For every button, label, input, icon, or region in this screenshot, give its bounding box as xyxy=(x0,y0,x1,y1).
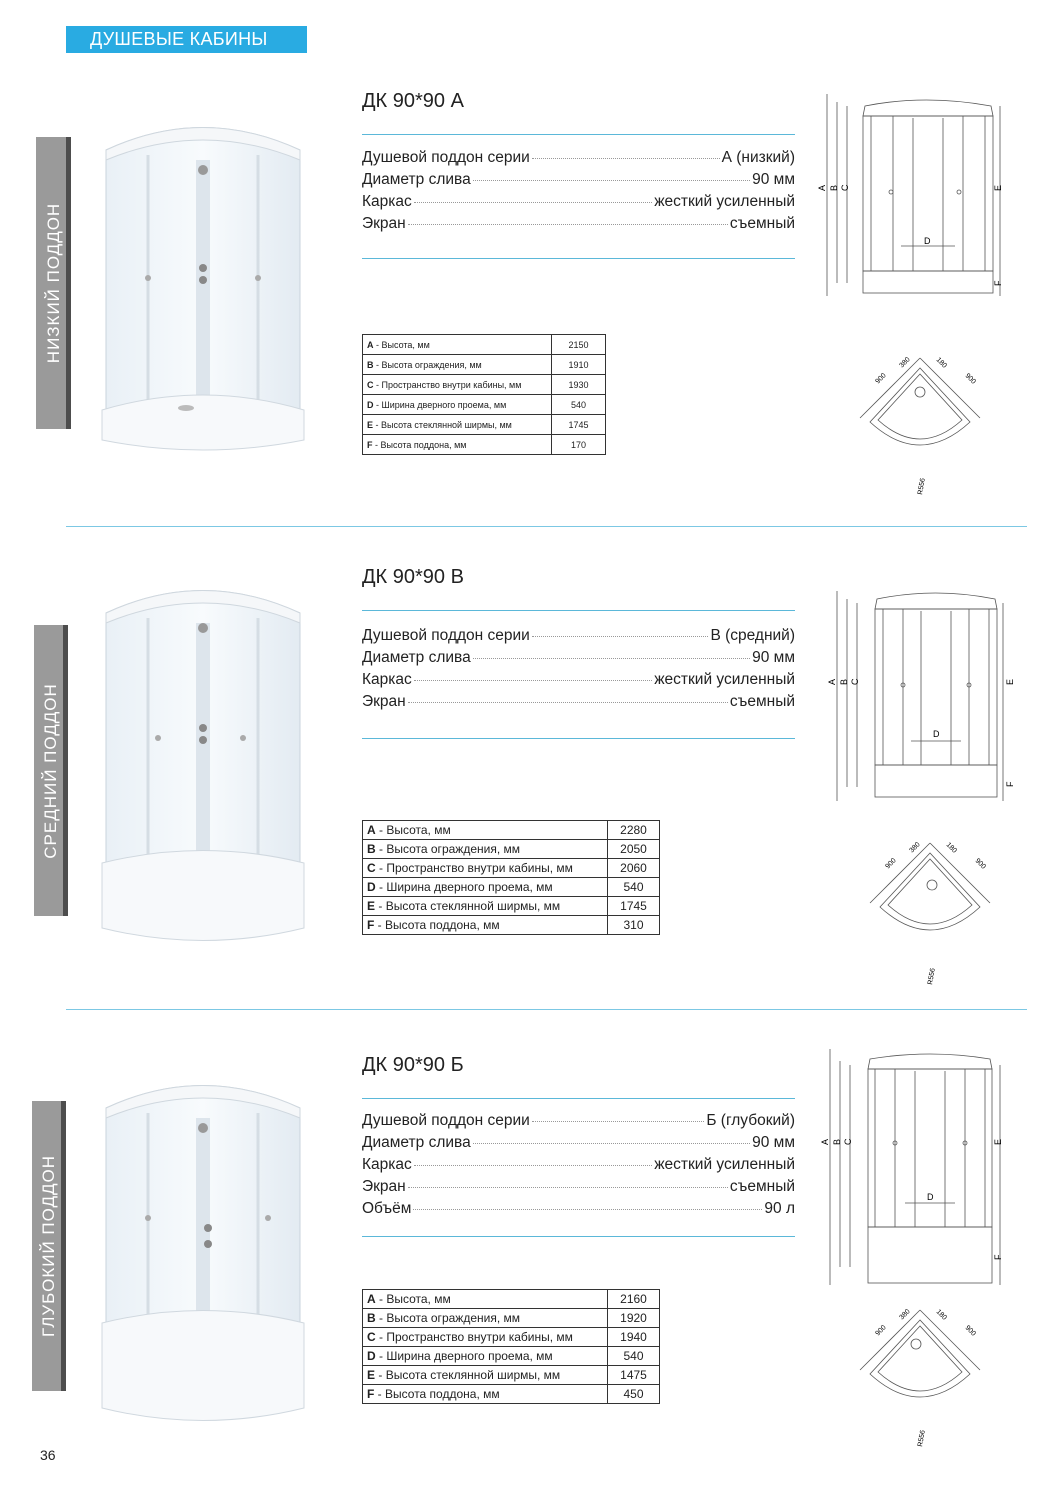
dim-label-b: B xyxy=(839,678,849,685)
table-row: C - Пространство внутри кабины, мм 1930 xyxy=(363,375,606,395)
spec-row: Каркас жесткий усиленный xyxy=(362,671,795,688)
table-row: E - Высота стеклянной ширмы, мм 1475 xyxy=(363,1366,660,1385)
plan-dim-3: 380 xyxy=(898,1308,912,1322)
table-row: F - Высота поддона, мм 310 xyxy=(363,916,660,935)
table-row: B - Высота ограждения, мм 2050 xyxy=(363,840,660,859)
side-label-medium-tray xyxy=(34,625,68,916)
dim-label-c: C xyxy=(850,678,860,685)
category-header: ДУШЕВЫЕ КАБИНЫ xyxy=(66,26,307,53)
dim-label-b: B xyxy=(829,184,839,191)
spec-row: Экран съемный xyxy=(362,693,795,710)
front-elevation-drawing xyxy=(815,1045,1015,1290)
plan-width-2: 900 xyxy=(963,1324,977,1338)
spec-row: Диаметр слива 90 мм xyxy=(362,171,795,188)
dim-label-e: E xyxy=(1005,678,1015,685)
side-label-bar xyxy=(61,1101,66,1391)
dim-label-c: C xyxy=(840,184,850,191)
front-elevation-drawing xyxy=(815,88,1015,300)
dim-label-d: D xyxy=(927,1192,934,1202)
spec-row: Душевой поддон серии А (низкий) xyxy=(362,149,795,166)
dimensions-table xyxy=(362,1289,660,1404)
table-row: A - Высота, мм 2280 xyxy=(363,821,660,840)
title-rule xyxy=(362,610,795,611)
side-label-text: НИЗКИЙ ПОДДОН xyxy=(43,202,63,364)
table-row: C - Пространство внутри кабины, мм 1940 xyxy=(363,1328,660,1347)
plan-drawing xyxy=(860,835,1030,990)
side-label-text: ГЛУБОКИЙ ПОДДОН xyxy=(39,1154,58,1338)
table-row: F - Высота поддона, мм 170 xyxy=(363,435,606,455)
table-row: E - Высота стеклянной ширмы, мм 1745 xyxy=(363,897,660,916)
spec-row: Диаметр слива 90 мм xyxy=(362,1134,795,1151)
spec-row: Объём 90 л xyxy=(362,1200,795,1217)
plan-dim-3: 380 xyxy=(908,841,922,855)
section-divider xyxy=(66,1009,1027,1010)
plan-width-2: 900 xyxy=(963,372,977,386)
plan-radius: R556 xyxy=(917,1429,927,1448)
product-title: ДК 90*90 В xyxy=(362,566,464,588)
plan-dim-4: 180 xyxy=(934,1308,948,1322)
dim-label-a: A xyxy=(827,678,837,685)
title-rule xyxy=(362,134,795,135)
side-label-low-tray xyxy=(36,137,71,429)
spec-row: Каркас жесткий усиленный xyxy=(362,1156,795,1173)
spec-row: Душевой поддон серии Б (глубокий) xyxy=(362,1112,795,1129)
specs-rule xyxy=(362,738,795,739)
plan-dim-4: 180 xyxy=(944,841,958,855)
section-divider xyxy=(66,526,1027,527)
dim-label-b: B xyxy=(832,1138,842,1145)
page-number: 36 xyxy=(40,1447,56,1463)
dim-label-f: F xyxy=(993,1254,1003,1260)
side-label-bar xyxy=(66,137,71,429)
dim-label-e: E xyxy=(993,184,1003,191)
table-row: A - Высота, мм 2160 xyxy=(363,1290,660,1309)
dim-label-d: D xyxy=(933,729,940,739)
plan-drawing xyxy=(850,1302,1020,1452)
table-row: D - Ширина дверного проема, мм 540 xyxy=(363,395,606,415)
dim-label-a: A xyxy=(817,184,827,191)
side-label-bar xyxy=(63,625,68,916)
plan-width-1: 900 xyxy=(884,857,898,871)
spec-row: Диаметр слива 90 мм xyxy=(362,649,795,666)
shower-cabin-image xyxy=(98,573,308,945)
specs-rule xyxy=(362,258,795,259)
spec-row: Экран съемный xyxy=(362,215,795,232)
shower-cabin-image xyxy=(98,110,308,455)
spec-row: Душевой поддон серии В (средний) xyxy=(362,627,795,644)
spec-list xyxy=(362,1112,795,1222)
dim-label-c: C xyxy=(843,1138,853,1145)
table-row: D - Ширина дверного проема, мм 540 xyxy=(363,1347,660,1366)
plan-drawing xyxy=(850,350,1020,500)
dim-label-a: A xyxy=(820,1138,830,1145)
plan-radius: R556 xyxy=(927,967,937,986)
dimensions-table xyxy=(362,820,660,935)
plan-dim-3: 380 xyxy=(898,356,912,370)
spec-list xyxy=(362,627,795,715)
side-label-deep-tray xyxy=(32,1101,66,1391)
dimensions-table xyxy=(362,334,606,455)
shower-cabin-image xyxy=(98,1068,308,1424)
dim-label-f: F xyxy=(1005,781,1015,787)
plan-width-1: 900 xyxy=(874,1324,888,1338)
front-elevation-drawing xyxy=(825,585,1025,805)
table-row: D - Ширина дверного проема, мм 540 xyxy=(363,878,660,897)
dim-label-e: E xyxy=(993,1138,1003,1145)
side-label-text: СРЕДНИЙ ПОДДОН xyxy=(41,682,60,859)
product-title: ДК 90*90 Б xyxy=(362,1054,464,1076)
table-row: A - Высота, мм 2150 xyxy=(363,335,606,355)
product-title: ДК 90*90 А xyxy=(362,90,464,112)
table-row: F - Высота поддона, мм 450 xyxy=(363,1385,660,1404)
title-rule xyxy=(362,1098,795,1099)
dim-label-f: F xyxy=(993,280,1003,286)
spec-list xyxy=(362,149,795,237)
plan-radius: R556 xyxy=(917,477,927,496)
plan-width-2: 900 xyxy=(973,857,987,871)
table-row: C - Пространство внутри кабины, мм 2060 xyxy=(363,859,660,878)
plan-dim-4: 180 xyxy=(934,356,948,370)
spec-row: Экран съемный xyxy=(362,1178,795,1195)
spec-row: Каркас жесткий усиленный xyxy=(362,193,795,210)
plan-width-1: 900 xyxy=(874,372,888,386)
table-row: E - Высота стеклянной ширмы, мм 1745 xyxy=(363,415,606,435)
table-row: B - Высота ограждения, мм 1910 xyxy=(363,355,606,375)
specs-rule xyxy=(362,1236,795,1237)
table-row: B - Высота ограждения, мм 1920 xyxy=(363,1309,660,1328)
dim-label-d: D xyxy=(924,236,931,246)
